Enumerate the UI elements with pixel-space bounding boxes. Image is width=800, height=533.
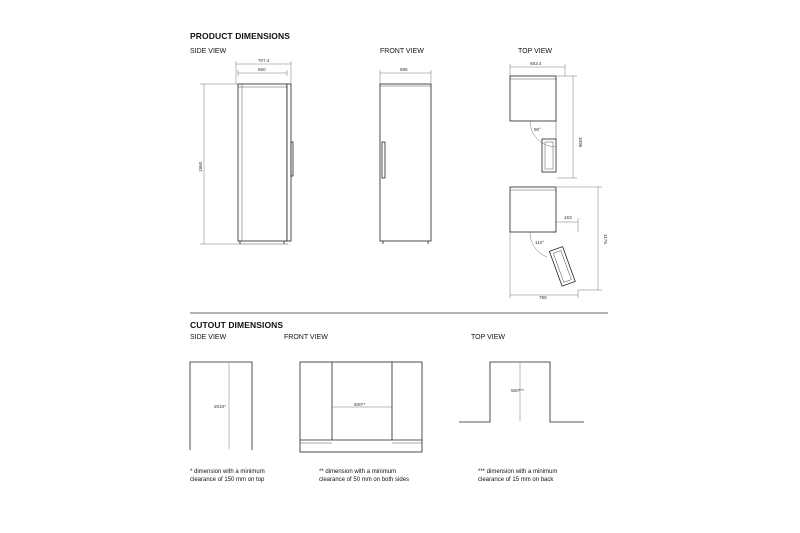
front-dim-595: 595: [400, 67, 408, 72]
front-view-label: FRONT VIEW: [380, 48, 424, 55]
top-dim-1175: 1175: [603, 234, 608, 244]
top-dim-163: 163: [564, 215, 572, 220]
side-dim-650: 650: [258, 67, 266, 72]
top-dim-788: 788: [539, 295, 547, 300]
cutout-side-dim-2010: 2010*: [214, 404, 227, 409]
side-view-fridge-drawing: [236, 84, 293, 244]
side-dim-1860: 1860: [198, 161, 203, 172]
note-side-clearance: ** dimension with a minimum clearance of 50 mm on both sides: [319, 469, 410, 483]
top-view-label: TOP VIEW: [518, 48, 552, 55]
top-angle-90: 90°: [534, 127, 541, 132]
cutout-dimensions-title: CUTOUT DIMENSIONS: [190, 320, 284, 330]
note-back-clearance: *** dimension with a minimum clearance of 15 mm on back: [478, 469, 558, 483]
side-dim-707: 707.4: [258, 58, 270, 63]
top-view-door-90-drawing: [510, 76, 556, 172]
cutout-front-niche-drawing: [300, 362, 422, 452]
side-view-label: SIDE VIEW: [190, 48, 227, 55]
top-view-door-110-drawing: [510, 187, 575, 286]
cutout-side-view-label: SIDE VIEW: [190, 334, 227, 341]
front-view-fridge-drawing: [380, 84, 431, 244]
cutout-front-view-label: FRONT VIEW: [284, 334, 328, 341]
cutout-top-dim-560: 560***: [511, 388, 525, 393]
top-angle-110: 110°: [535, 240, 545, 245]
cutout-front-dim-600: 600**: [354, 402, 366, 407]
product-dimensions-title: PRODUCT DIMENSIONS: [190, 31, 291, 41]
top-dim-683: 683.4: [530, 61, 542, 66]
top-dim-1096: 1096: [578, 137, 583, 148]
note-top-clearance: * dimension with a minimum clearance of 150 mm on top: [190, 469, 265, 483]
cutout-top-view-label: TOP VIEW: [471, 334, 505, 341]
front-view-dimension-lines: [380, 70, 431, 84]
